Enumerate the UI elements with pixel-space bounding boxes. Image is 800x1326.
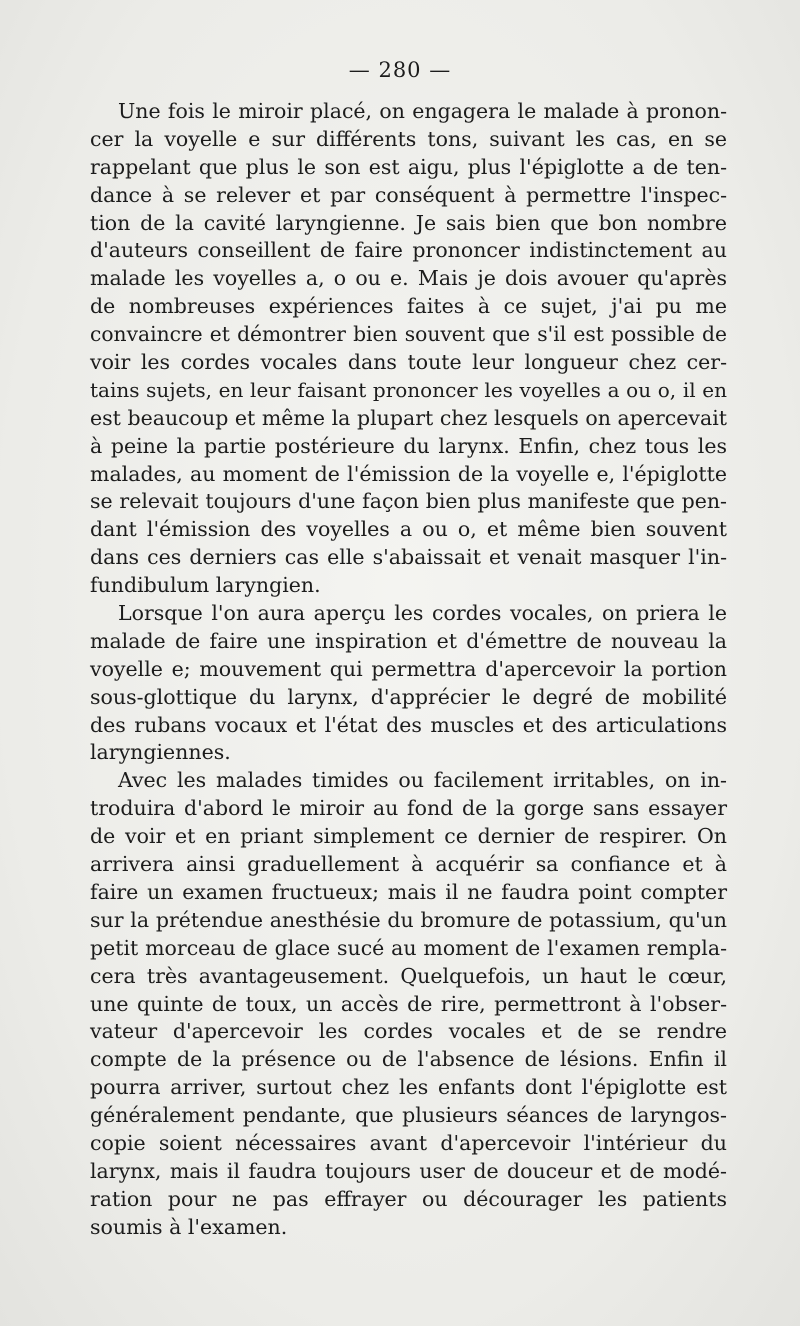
- text-line: convaincre et démontrer bien souvent que s'il est possible de: [90, 322, 727, 347]
- text-line: copie soient nécessaires avant d'apercevoir l'intérieur du: [90, 1130, 727, 1155]
- text-line: cer la voyelle e sur différents tons, suivant les cas, en se: [90, 126, 727, 151]
- text-line: faire un examen fructueux; mais il ne faudra point compter: [90, 879, 727, 904]
- text-line: tains sujets, en leur faisant prononcer les voyelles a ou o, il en: [90, 377, 727, 402]
- body-text: [90, 98, 727, 1242]
- text-line: petit morceau de glace sucé au moment de l'examen rempla-: [90, 935, 727, 960]
- text-line: vateur d'apercevoir les cordes vocales et de se rendre: [90, 1019, 727, 1044]
- text-line: troduira d'abord le miroir au fond de la gorge sans essayer: [90, 796, 727, 821]
- text-line: compte de la présence ou de l'absence de lésions. Enfin il: [90, 1047, 727, 1072]
- text-line: dance à se relever et par conséquent à permettre l'inspec-: [90, 182, 727, 207]
- text-line: sous-glottique du larynx, d'apprécier le degré de mobilité: [90, 684, 727, 709]
- text-line: une quinte de toux, un accès de rire, permettront à l'obser-: [90, 991, 727, 1016]
- text-line: de nombreuses expériences faites à ce sujet, j'ai pu me: [90, 294, 727, 319]
- text-line: Lorsque l'on aura aperçu les cordes vocales, on priera le: [118, 601, 727, 626]
- text-line: Une fois le miroir placé, on engagera le malade à pronon-: [118, 99, 727, 123]
- text-line: larynx, mais il faudra toujours user de douceur et de modé-: [90, 1158, 727, 1183]
- text-line: de voir et en priant simplement ce dernier de respirer. On: [90, 824, 727, 849]
- text-line: malades, au moment de l'émission de la voyelle e, l'épiglotte: [90, 461, 727, 486]
- text-line: dans ces derniers cas elle s'abaissait et venait masquer l'in-: [90, 545, 727, 570]
- text-line: généralement pendante, que plusieurs séances de laryngos-: [90, 1103, 727, 1128]
- text-line: Avec les malades timides ou facilement irritables, on in-: [118, 768, 727, 793]
- text-line: cera très avantageusement. Quelquefois, un haut le cœur,: [90, 963, 727, 988]
- text-line: ration pour ne pas effrayer ou décourager les patients: [90, 1186, 727, 1211]
- text-line: tion de la cavité laryngienne. Je sais bien que bon nombre: [90, 210, 727, 235]
- text-line: rappelant que plus le son est aigu, plus l'épiglotte a de ten-: [90, 154, 727, 179]
- text-line: se relevait toujours d'une façon bien plus manifeste que pen-: [90, 489, 727, 514]
- text-line: voyelle e; mouvement qui permettra d'apercevoir la portion: [90, 656, 727, 681]
- text-line: à peine la partie postérieure du larynx. Enfin, chez tous les: [90, 433, 727, 458]
- text-line: soumis à l'examen.: [90, 1214, 288, 1239]
- text-line: malade les voyelles a, o ou e. Mais je dois avouer qu'après: [90, 266, 727, 291]
- text-line: dant l'émission des voyelles a ou o, et même bien souvent: [90, 517, 727, 542]
- text-line: d'auteurs conseillent de faire prononcer indistinctement au: [90, 238, 727, 263]
- page-number: — 280 —: [348, 58, 452, 82]
- text-line: fundibulum laryngien.: [90, 573, 321, 598]
- text-line: malade de faire une inspiration et d'émettre de nouveau la: [90, 628, 727, 653]
- text-line: arrivera ainsi graduellement à acquérir sa confiance et à: [90, 852, 727, 877]
- text-line: des rubans vocaux et l'état des muscles et des articulations: [90, 712, 727, 737]
- text-line: pourra arriver, surtout chez les enfants dont l'épiglotte est: [90, 1075, 727, 1100]
- text-line: laryngiennes.: [90, 740, 231, 765]
- text-line: voir les cordes vocales dans toute leur longueur chez cer-: [90, 350, 727, 375]
- text-line: sur la prétendue anesthésie du bromure de potassium, qu'un: [90, 907, 727, 932]
- text-line: est beaucoup et même la plupart chez lesquels on apercevait: [90, 405, 727, 430]
